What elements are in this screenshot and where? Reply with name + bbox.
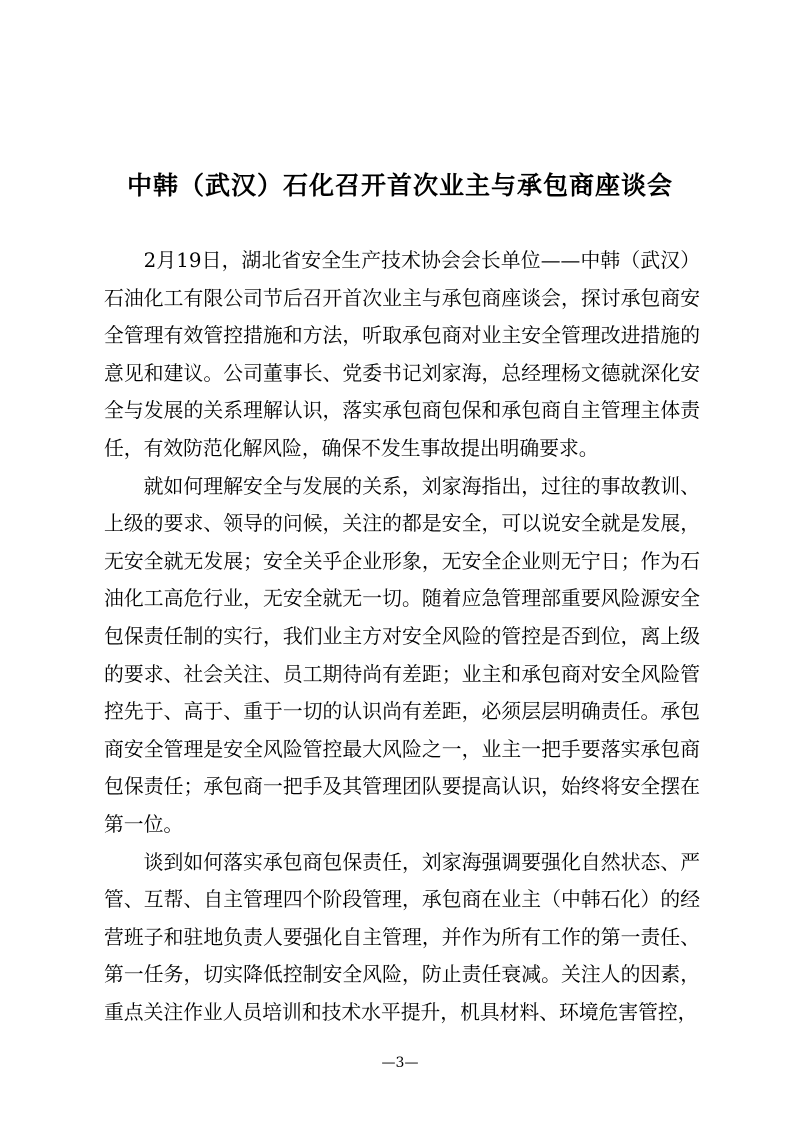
document-title: 中韩（武汉）石化召开首次业主与承包商座谈会 — [126, 171, 673, 200]
paragraph-3: 谈到如何落实承包商包保责任，刘家海强调要强化自然状态、严管、互帮、自主管理四个阶段管理，承包商在业主（中韩石化）的经营班子和驻地负责人要强化自主管理，并作为所有工作的第一责任、第一任务，切实降低控制安全风险，防止责任衰减。关注人的因素，重点关注作业人员培训和技术水平提升，机具材料、环境危害管控， — [104, 850, 700, 1024]
paragraph-1: 2月19日，湖北省安全生产技术协会会长单位——中韩（武汉）石油化工有限公司节后召开首次业主与承包商座谈会，探讨承包商安全管理有效管控措施和方法，听取承包商对业主安全管理改进措施的意见和建议。公司董事长、党委书记刘家海，总经理杨文德就深化安全与发展的关系理解认识，落实承包商包保和承包商自主管理主体责任，有效防范化解风险，确保不发生事故提出明确要求。 — [104, 249, 700, 460]
page-number: —3— — [381, 1055, 419, 1071]
document-body — [104, 242, 700, 1031]
paragraph-2: 就如何理解安全与发展的关系，刘家海指出，过往的事故教训、上级的要求、领导的问候，关注的都是安全，可以说安全就是发展，无安全就无发展；安全关乎企业形象，无安全企业则无宁日；作为石油化工高危行业，无安全就无一切。随着应急管理部重要风险源安全包保责任制的实行，我们业主方对安全风险的管控是否到位，离上级的要求、社会关注、员工期待尚有差距；业主和承包商对安全风险管控先于、高于、重于一切的认识尚有差距，必须层层明确责任。承包商安全管理是安全风险管控最大风险之一，业主一把手要落实承包商包保责任；承包商一把手及其管理团队要提高认识，始终将安全摆在第一位。 — [104, 474, 700, 836]
